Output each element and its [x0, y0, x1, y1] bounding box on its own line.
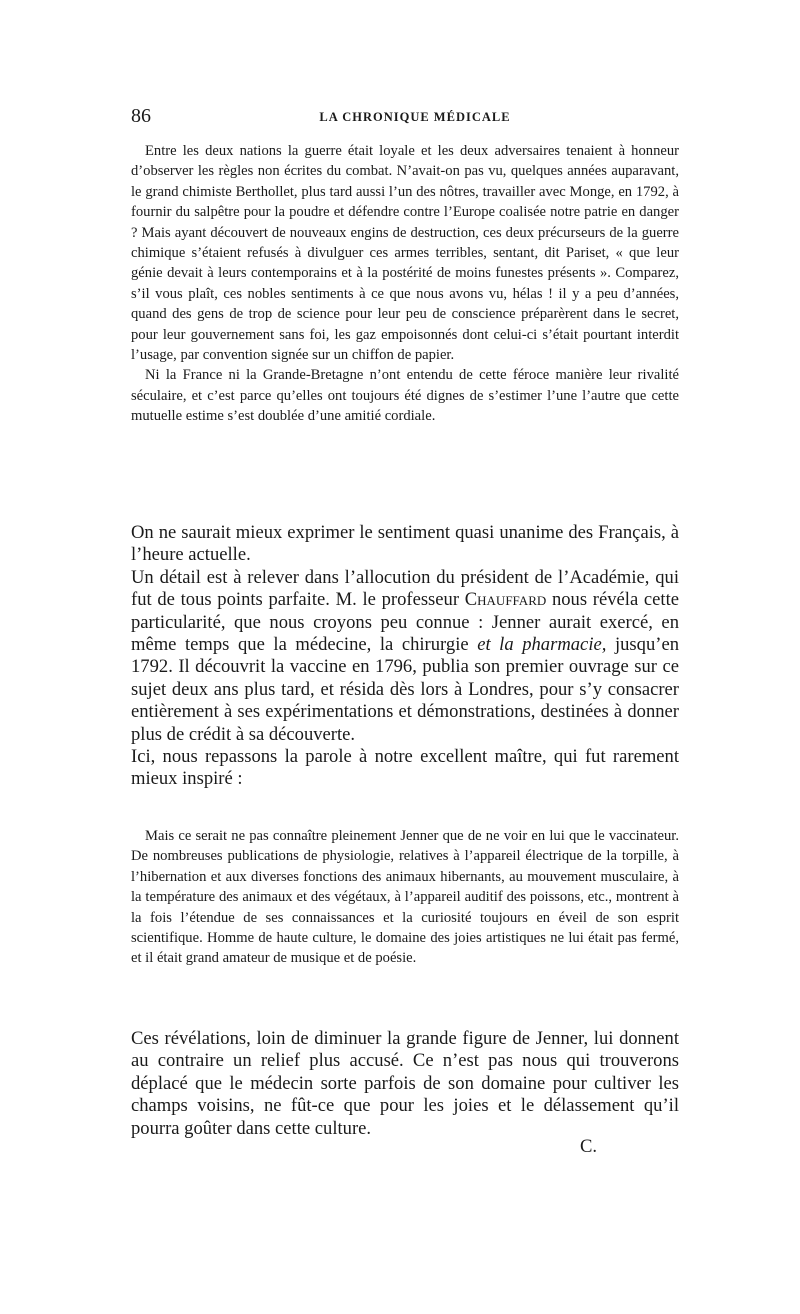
body-paragraph-2	[131, 567, 679, 746]
quote-2-paragraph: Mais ce serait ne pas connaître pleinement Jenner que de ne voir en lui que le vaccinateur. De nombreuses publications de physiologie, relatives à l’appareil électrique de la torpille, à l’hibernation et aux diverses fonctions des animaux hibernants, au mouvement musculaire, à la température des animaux et des végétaux, à l’appareil auditif des poissons, etc., montrent à la fois l’étendue de ses connaissances et la curiosité toujours en éveil de son esprit scientifique. Homme de haute culture, le domaine des joies artistiques ne lui était pas fermé, et il était grand amateur de musique et de poésie.	[131, 828, 679, 967]
running-title: LA CHRONIQUE MÉDICALE	[319, 110, 511, 124]
signature: C.	[579, 1136, 597, 1157]
professor-name: Chauffard	[464, 589, 547, 611]
body-block-2	[131, 1028, 679, 1140]
body-paragraph-2-start: Un détail est à relever dans l’allocution du président de l’Académie, qui fut de tous points parfaite. M. le professeur	[131, 566, 679, 611]
body-paragraph-1: On ne saurait mieux exprimer le sentiment quasi unanime des Français, à l’heure actuelle.	[131, 522, 679, 566]
body-paragraph-2-mid: nous révéla cette particularité, que nous croyons peu connue : Jenner aurait exercé, en même temps que la médecine, la chirurgie	[131, 589, 680, 656]
quote-1-paragraph-1: Entre les deux nations la guerre était loyale et les deux adversaires tenaient à honneur d’observer les règles non écrites du combat. N’avait-on pas vu, quelques années auparavant, le grand chimiste Berthollet, plus tard aussi l’un des nôtres, travailler avec Monge, en 1792, à fournir du salpêtre pour la poudre et défendre contre l’Europe coalisée notre patrie en danger ? Mais ayant découvert de nouveaux engins de destruction, ces deux précurseurs de la guerre chimique s’étaient refusés à divulguer ces armes terribles, sentant, dit Pariset, « que leur génie devait à leurs contemporains et à la postérité de moins funestes présents ». Comparez, s’il vous plaît, ces nobles sentiments à ce que nous avons vu, hélas ! il y a peu d’années, quand des gens de trop de science pour leur peu de conscience préparèrent dans le secret, pour leur gouvernement sans foi, les gaz empoisonnés dont celui-ci s’était pourtant interdit l’usage, par convention signée sur un chiffon de papier.	[131, 143, 679, 364]
body-closing-paragraph: Ces révélations, loin de diminuer la grande figure de Jenner, lui donnent au contraire un relief plus accusé. Ce n’est pas nous qui trouverons déplacé que le médecin sorte parfois de son domaine pour cultiver les champs voisins, ne fût-ce que pour les joies et le délassement qu’il pourra goûter dans cette culture.	[131, 1028, 679, 1139]
quote-block-1	[131, 141, 679, 427]
quote-1-paragraph-2: Ni la France ni la Grande-Bretagne n’ont entendu de cette féroce manière leur rivalité séculaire, et c’est parce qu’elles ont toujours été dignes de s’estimer l’une l’autre que cette mutuelle estime s’est doublée d’une amitié cordiale.	[131, 367, 679, 425]
page-header	[131, 103, 679, 129]
body-paragraph-2-end: jusqu’en 1792. Il découvrit la vaccine en 1796, publia son premier ouvrage sur ce sujet deux ans plus tard, et résida dès lors à Londres, pour s’y consacrer entièrement à ses expérimentations et démonstrations, destinées à donner plus de crédit à sa découverte.	[131, 634, 679, 745]
italic-phrase: et la pharmacie,	[477, 634, 607, 656]
quote-block-2	[131, 826, 679, 969]
page-number: 86	[131, 105, 151, 127]
body-paragraph-3: Ici, nous repassons la parole à notre excellent maître, qui fut rarement mieux inspiré :	[131, 746, 679, 790]
body-block-1	[131, 522, 679, 791]
